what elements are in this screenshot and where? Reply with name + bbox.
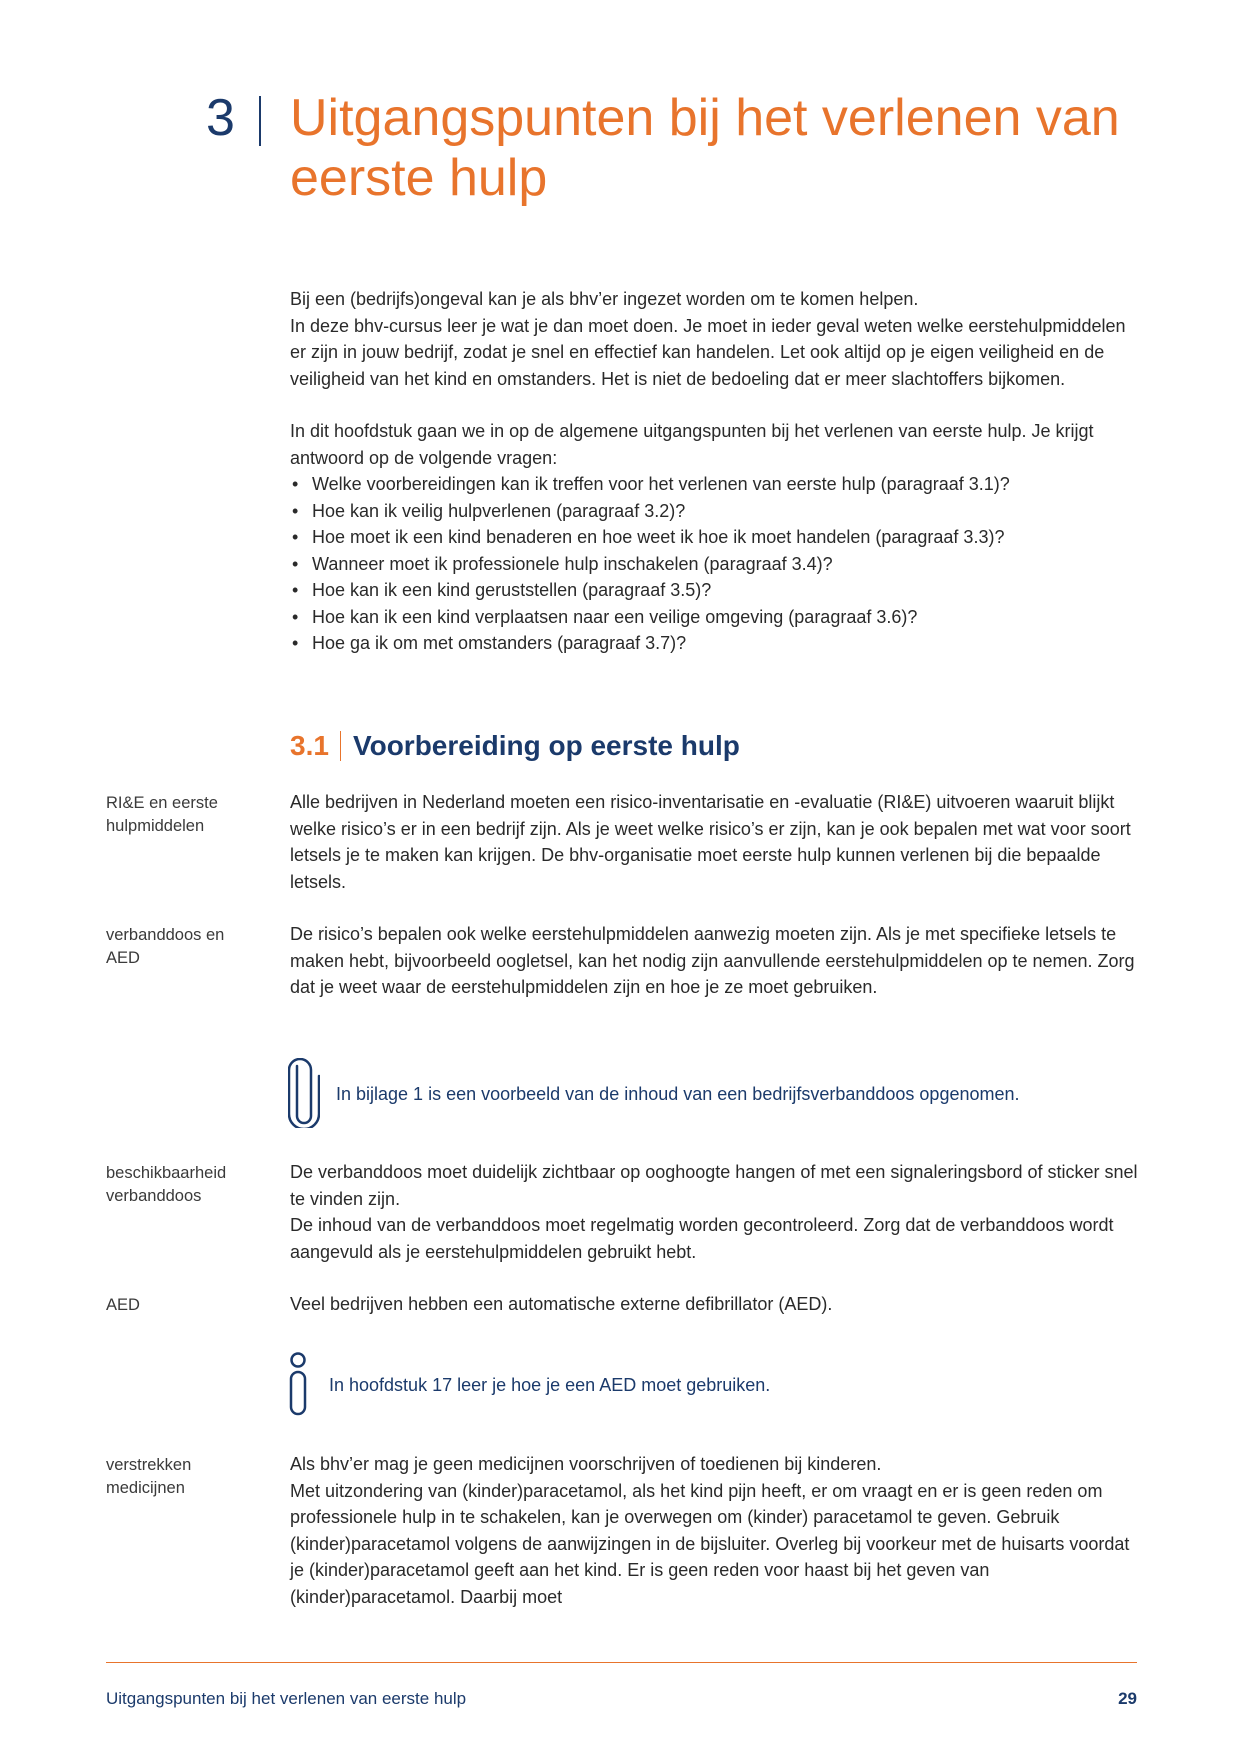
margin-label-medicijnen: verstrekken medicijnen [106, 1456, 192, 1497]
intro-paragraph-2: In dit hoofdstuk gaan we in op de algemene uitgangspunten bij het verlenen van eerste hulp. Je krijgt antwoord op de volgende vragen: [290, 421, 1094, 468]
page-number: 29 [1118, 1689, 1137, 1708]
list-item: • Hoe ga ik om met omstanders (paragraaf 3.7)? [290, 630, 1140, 657]
list-item: • Hoe moet ik een kind benaderen en hoe weet ik hoe ik moet handelen (paragraaf 3.3)? [290, 524, 1140, 551]
list-item: • Welke voorbereidingen kan ik treffen voor het verlenen van eerste hulp (paragraaf 3.1)? [290, 471, 1140, 498]
footer-title: Uitgangspunten bij het verlenen van eerste hulp [106, 1689, 467, 1708]
list-item: • Hoe kan ik veilig hulpverlenen (paragraaf 3.2)? [290, 498, 1140, 525]
margin-label-rie: RI&E en eerste hulpmiddelen [106, 794, 218, 835]
note-hoofdstuk-17: In hoofdstuk 17 leer je hoe je een AED moet gebruiken. [329, 1375, 771, 1395]
paragraph-aed: Veel bedrijven hebben een automatische externe defibrillator (AED). [290, 1294, 833, 1314]
info-icon [287, 1352, 309, 1416]
paragraph-medicijnen: Als bhv’er mag je geen medicijnen voorschrijven of toedienen bij kinderen. Met uitzondering van (kinder)paracetamol, als het kind pijn heeft, er om vraagt en er is geen reden om professionele hulp in te schakelen, kan je overwegen om (kinder) paracetamol te geven. Gebruik (kinder)paracetamol volgens de aanwijzingen in de bijsluiter. Overleg bij voorkeur met de huisarts voordat je (kinder)paracetamol geeft aan het kind. Er is geen reden voor haast bij het geven van (kinder)paracetamol. Daarbij moet [290, 1454, 1130, 1607]
paragraph-beschikbaarheid: De verbanddoos moet duidelijk zichtbaar op ooghoogte hangen of met een signaleringsbord of sticker snel te vinden zijn. De inhoud van de verbanddoos moet regelmatig worden gecontroleerd. Zorg dat de verbanddoos wordt aangevuld als je eerstehulpmiddelen gebruikt hebt. [290, 1162, 1138, 1262]
chapter-title: Uitgangspunten bij het verlenen van eerste hulp [290, 89, 1120, 207]
list-item: • Hoe kan ik een kind geruststellen (paragraaf 3.5)? [290, 577, 1140, 604]
chapter-divider [259, 96, 261, 146]
list-item: • Hoe kan ik een kind verplaatsen naar een veilige omgeving (paragraaf 3.6)? [290, 604, 1140, 631]
section-divider [340, 731, 341, 761]
section-number: 3.1 [290, 730, 329, 761]
paragraph-verbanddoos: De risico’s bepalen ook welke eerstehulpmiddelen aanwezig moeten zijn. Als je met specifieke letsels te maken hebt, bijvoorbeeld oogletsel, kan het nodig zijn aanvullende eerstehulpmiddelen op te nemen. Zorg dat je weet waar de eerstehulpmiddelen zijn en hoe je ze moet gebruiken. [290, 924, 1135, 997]
paragraph-rie: Alle bedrijven in Nederland moeten een risico-inventarisatie en -evaluatie (RI&E) uitvoeren waaruit blijkt welke risico’s er in een bedrijf zijn. Als je weet welke risico’s er zijn, kan je ook bepalen met wat voor soort letsels je te maken kan krijgen. De bhv-organisatie moet eerste hulp kunnen verlenen bij die bepaalde letsels. [290, 792, 1131, 892]
questions-list [290, 471, 1140, 657]
chapter-number: 3 [206, 89, 235, 147]
list-item: • Wanneer moet ik professionele hulp inschakelen (paragraaf 3.4)? [290, 551, 1140, 578]
paperclip-icon [288, 1058, 320, 1128]
margin-label-aed: AED [106, 1296, 140, 1314]
note-bijlage: In bijlage 1 is een voorbeeld van de inhoud van een bedrijfsverbanddoos opgenomen. [336, 1084, 1020, 1104]
margin-label-verbanddoos: verbanddoos en AED [106, 926, 225, 967]
intro-paragraph-1: Bij een (bedrijfs)ongeval kan je als bhv’er ingezet worden om te komen helpen. In deze bhv-cursus leer je wat je dan moet doen. Je moet in ieder geval weten welke eerstehulpmiddelen er zijn in jouw bedrijf, zodat je snel en effectief kan handelen. Let ook altijd op je eigen veiligheid en de veiligheid van het kind en omstanders. Het is niet de bedoeling dat er meer slachtoffers bijkomen. [290, 289, 1126, 389]
margin-label-beschikbaarheid: beschikbaarheid verbanddoos [106, 1164, 227, 1205]
footer-divider [106, 1662, 1137, 1663]
section-title: Voorbereiding op eerste hulp [353, 730, 740, 761]
intro [290, 286, 1140, 657]
